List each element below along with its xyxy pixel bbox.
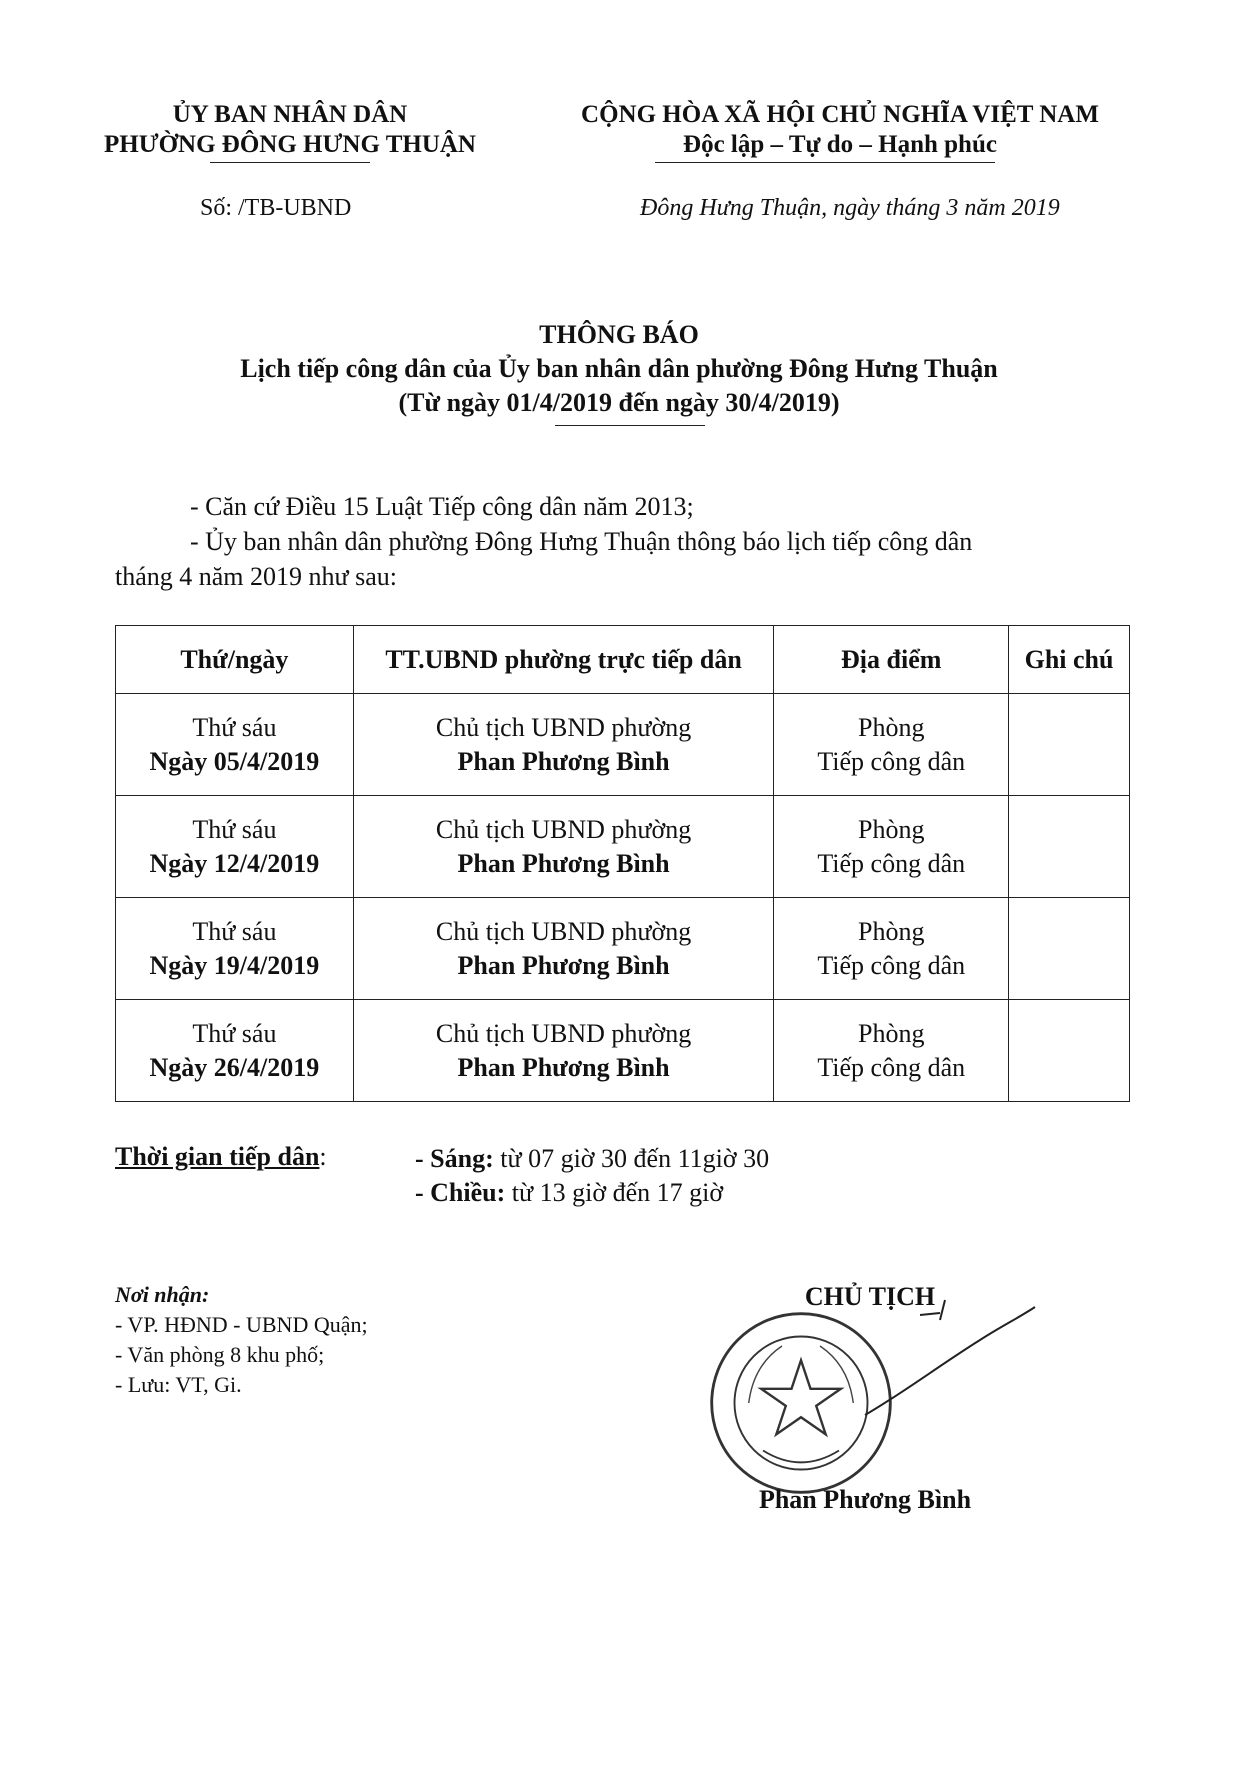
cell-note (1009, 796, 1130, 898)
afternoon-hours (415, 1176, 769, 1210)
issuer-underline (210, 162, 370, 163)
cell-weekday-date (116, 898, 354, 1000)
cell-location (774, 898, 1009, 1000)
notice-title-block (0, 318, 1238, 420)
handwritten-signature-icon (860, 1295, 1040, 1425)
morning-hours (415, 1142, 769, 1176)
recipient-item: - Văn phòng 8 khu phố; (115, 1342, 325, 1367)
officer-name: Phan Phương Bình (457, 746, 670, 776)
cell-officer (353, 796, 774, 898)
location-line-2: Tiếp công dân (817, 746, 966, 776)
intro-statement-continued: tháng 4 năm 2019 như sau: (115, 562, 398, 591)
officer-role: Chủ tịch UBND phường (435, 916, 692, 946)
hours-label: Thời gian tiếp dân (115, 1142, 320, 1171)
recipients-heading: Nơi nhận: (115, 1282, 210, 1307)
date: Ngày 26/4/2019 (149, 1052, 320, 1082)
table-row (116, 796, 1130, 898)
title-underline (555, 425, 705, 426)
document-number: Số: /TB-UBND (200, 195, 352, 221)
officer-role: Chủ tịch UBND phường (435, 814, 692, 844)
cell-note (1009, 898, 1130, 1000)
location-line-2: Tiếp công dân (817, 848, 966, 878)
national-title: CỘNG HÒA XÃ HỘI CHỦ NGHĨA VIỆT NAM (581, 101, 1099, 128)
officer-name: Phan Phương Bình (457, 950, 670, 980)
location-line-1: Phòng (857, 916, 925, 946)
intro-statement: - Ủy ban nhân dân phường Đông Hưng Thuận thông báo lịch tiếp công dân (190, 527, 973, 556)
cell-note (1009, 1000, 1130, 1102)
header-officer: TT.UBND phường trực tiếp dân (353, 626, 774, 694)
header-location: Địa điểm (774, 626, 1009, 694)
cell-weekday-date (116, 796, 354, 898)
cell-location (774, 1000, 1009, 1102)
recipients-block (115, 1280, 368, 1400)
issuer-line-2: PHƯỜNG ĐÔNG HƯNG THUẬN (104, 131, 476, 158)
table-row (116, 898, 1130, 1000)
officer-name: Phan Phương Bình (457, 848, 670, 878)
cell-note (1009, 694, 1130, 796)
officer-name: Phan Phương Bình (457, 1052, 670, 1082)
afternoon-value: từ 13 giờ đến 17 giờ (505, 1178, 724, 1207)
intro-legal-basis: - Căn cứ Điều 15 Luật Tiếp công dân năm 2013; (190, 492, 694, 521)
cell-officer (353, 898, 774, 1000)
officer-role: Chủ tịch UBND phường (435, 1018, 692, 1048)
notice-subtitle: Lịch tiếp công dân của Ủy ban nhân dân phường Đông Hưng Thuận (240, 354, 998, 383)
hours-block (415, 1142, 769, 1210)
date: Ngày 19/4/2019 (149, 950, 320, 980)
location-line-1: Phòng (857, 814, 925, 844)
recipient-item: - Lưu: VT, Gi. (115, 1372, 242, 1397)
schedule-table (115, 625, 1130, 1102)
signer-name: Phan Phương Bình (758, 1485, 972, 1514)
cell-weekday-date (116, 1000, 354, 1102)
motto-underline (655, 162, 995, 163)
issuer-block (90, 100, 490, 160)
weekday: Thứ sáu (192, 712, 277, 742)
weekday: Thứ sáu (192, 916, 277, 946)
hours-label-block (115, 1142, 327, 1172)
recipient-item: - VP. HĐND - UBND Quận; (115, 1312, 368, 1337)
national-motto: Độc lập – Tự do – Hạnh phúc (683, 131, 997, 158)
cell-location (774, 796, 1009, 898)
table-header-row (116, 626, 1130, 694)
signer-title: CHỦ TỊCH (804, 1282, 936, 1311)
date: Ngày 05/4/2019 (149, 746, 320, 776)
cell-officer (353, 694, 774, 796)
hours-label-colon: : (319, 1142, 327, 1171)
national-motto-block (540, 100, 1140, 160)
cell-weekday-date (116, 694, 354, 796)
cell-officer (353, 1000, 774, 1102)
location-line-1: Phòng (857, 712, 925, 742)
location-line-2: Tiếp công dân (817, 1052, 966, 1082)
afternoon-label: - Chiều: (415, 1178, 506, 1207)
issuer-line-1: ỦY BAN NHÂN DÂN (172, 101, 408, 128)
table-row (116, 1000, 1130, 1102)
notice-title: THÔNG BÁO (539, 320, 699, 349)
cell-location (774, 694, 1009, 796)
header-note: Ghi chú (1009, 626, 1130, 694)
date: Ngày 12/4/2019 (149, 848, 320, 878)
location-line-2: Tiếp công dân (817, 950, 966, 980)
table-row (116, 694, 1130, 796)
officer-role: Chủ tịch UBND phường (435, 712, 692, 742)
weekday: Thứ sáu (192, 1018, 277, 1048)
morning-label: - Sáng: (415, 1144, 494, 1173)
header-weekday-date: Thứ/ngày (116, 626, 354, 694)
location-line-1: Phòng (857, 1018, 925, 1048)
weekday: Thứ sáu (192, 814, 277, 844)
morning-value: từ 07 giờ 30 đến 11giờ 30 (493, 1144, 770, 1173)
notice-date-range: (Từ ngày 01/4/2019 đến ngày 30/4/2019) (398, 388, 840, 417)
place-and-date: Đông Hưng Thuận, ngày tháng 3 năm 2019 (640, 195, 1060, 221)
